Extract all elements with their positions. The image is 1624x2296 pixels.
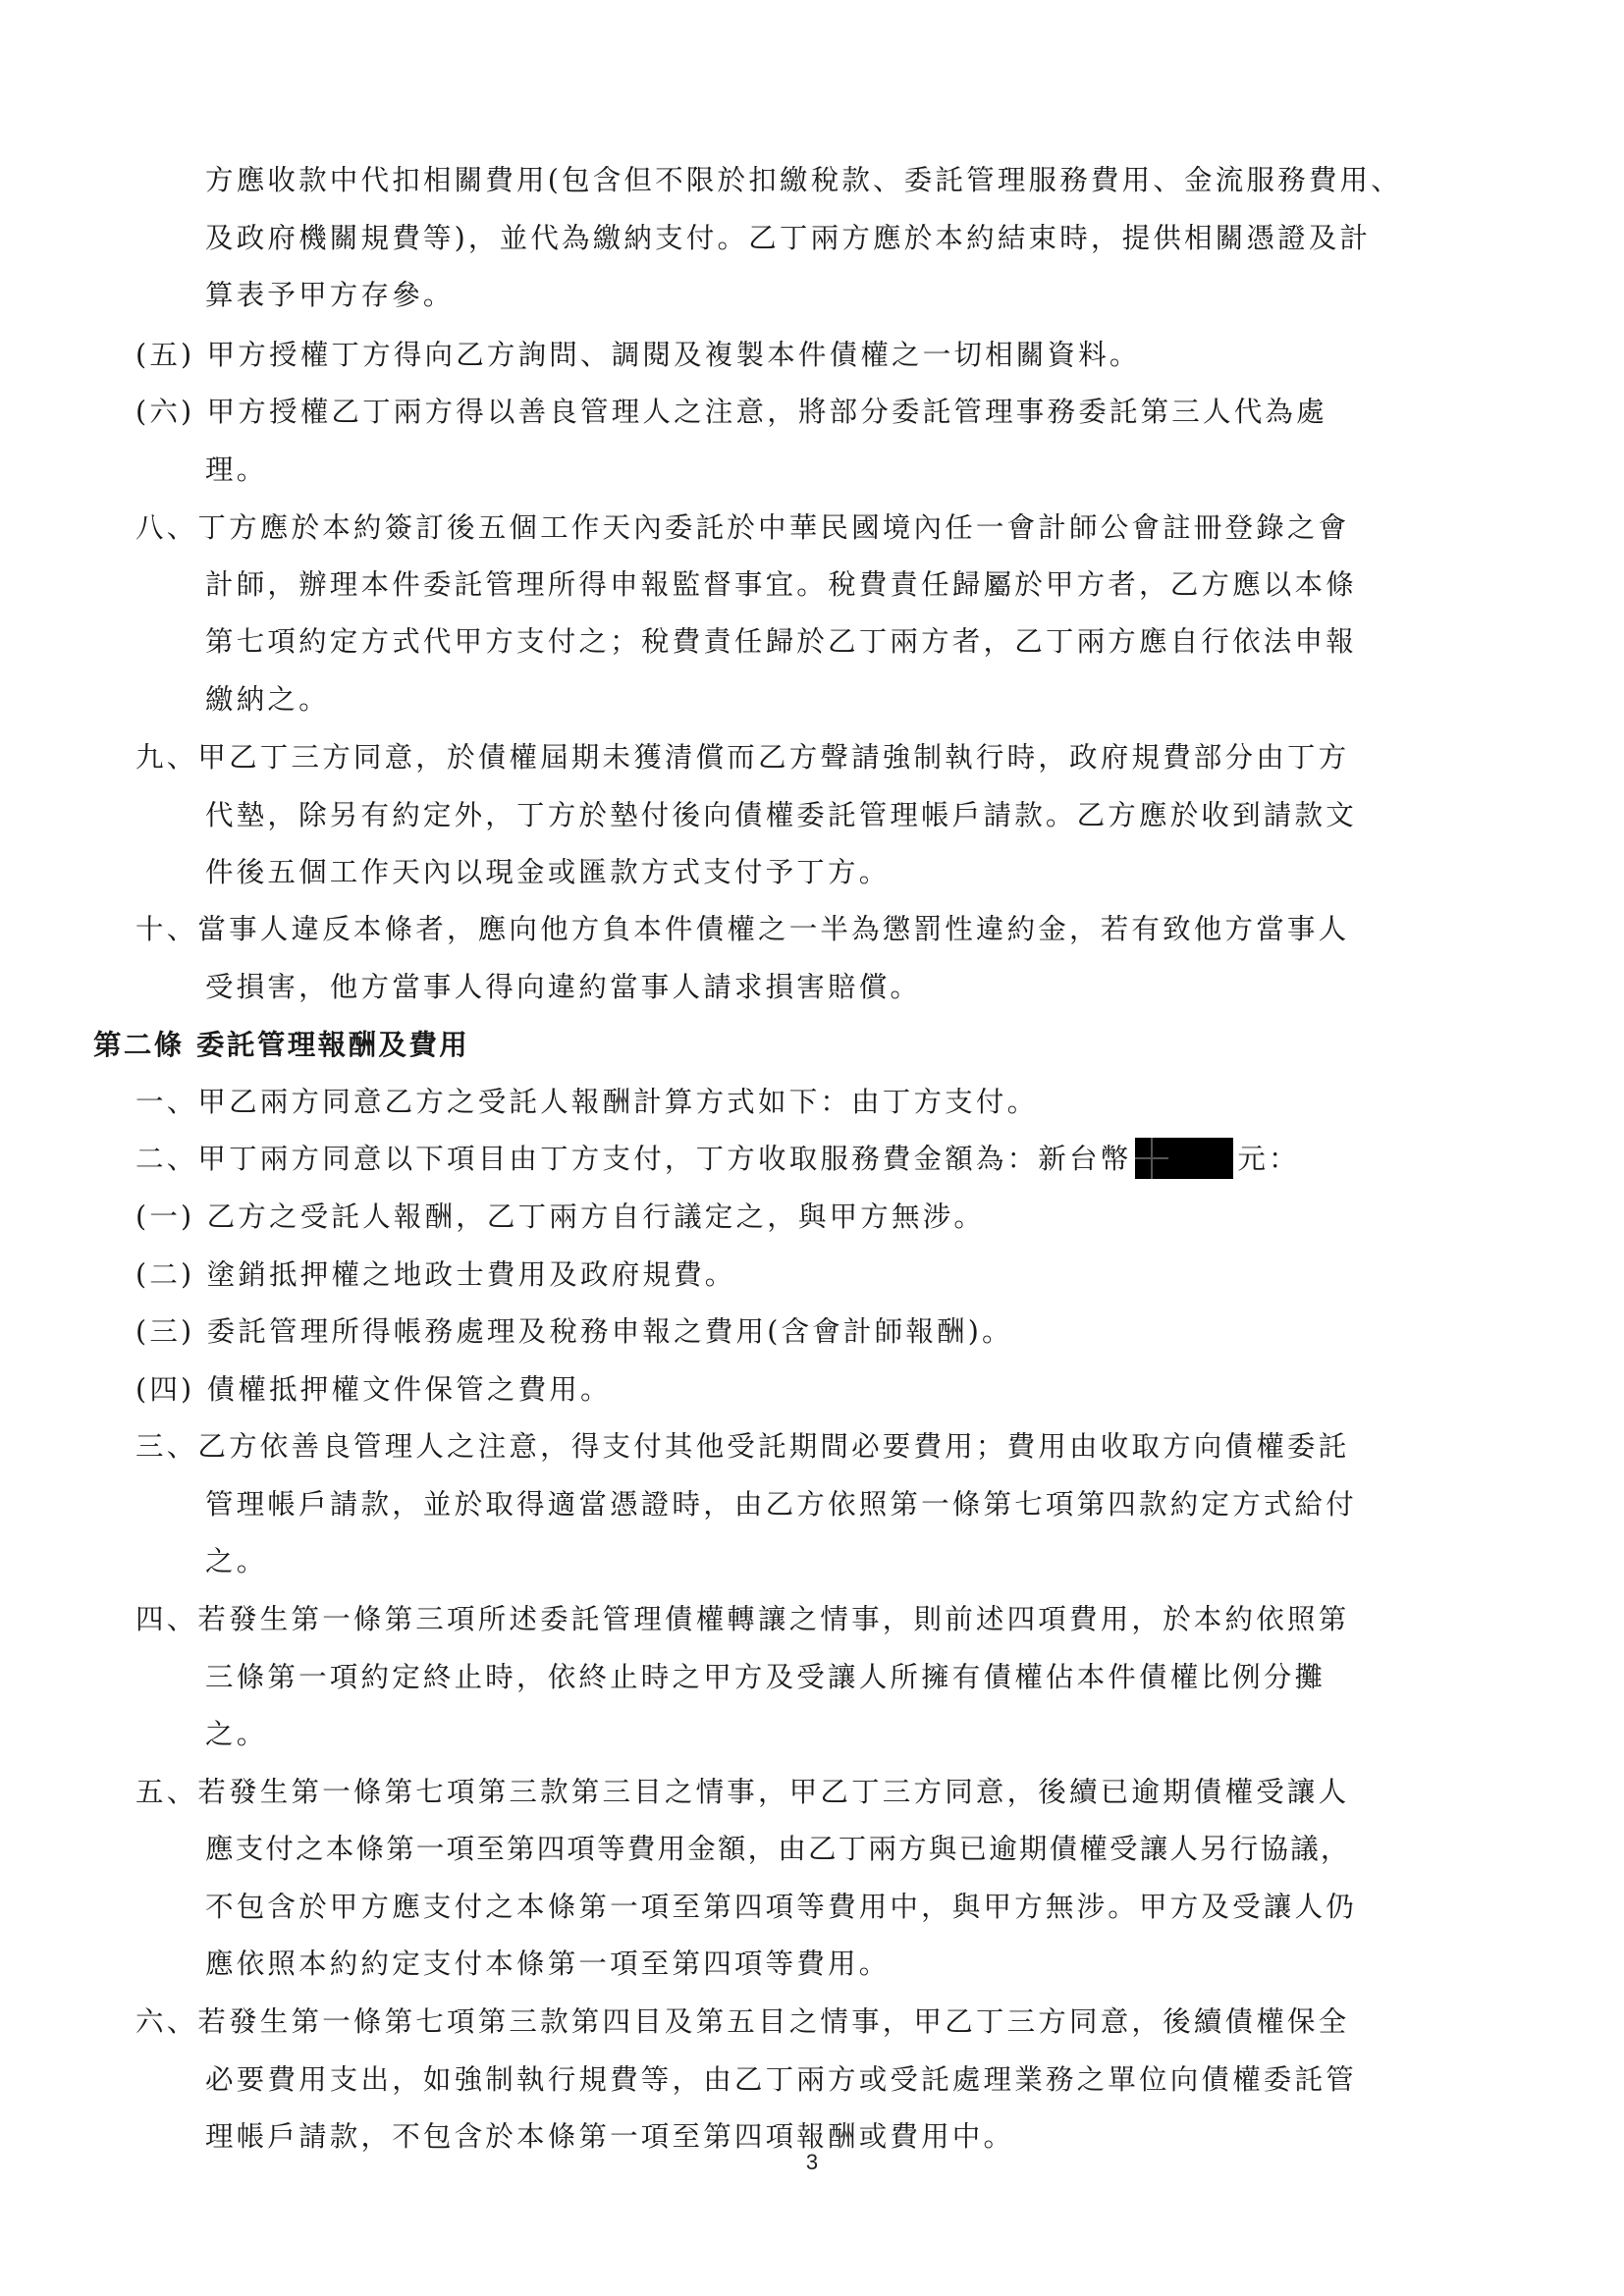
article-2-item-4: 四、若發生第一條第三項所述委託管理債權轉讓之情事，則前述四項費用，於本約依照第 <box>135 1603 1350 1635</box>
text-line: 及政府機關規費等)，並代為繳納支付。乙丁兩方應於本約結束時，提供相關憑證及計 <box>205 222 1372 254</box>
page-number: 3 <box>805 2150 819 2174</box>
text-line: 必要費用支出，如強制執行規費等，由乙丁兩方或受託處理業務之單位向債權委託管 <box>205 2063 1357 2096</box>
article-2-subitem-2: (二) 塗銷抵押權之地政士費用及政府規費。 <box>135 1258 736 1291</box>
text-segment: 元： <box>1237 1143 1300 1175</box>
text-line: 第七項約定方式代甲方支付之；稅費責任歸於乙丁兩方者，乙丁兩方應自行依法申報 <box>205 625 1357 658</box>
text-line: 應依照本約約定支付本條第一項至第四項等費用。 <box>205 1948 891 1980</box>
text-line: 管理帳戶請款，並於取得適當憑證時，由乙方依照第一條第七項第四款約定方式給付 <box>205 1488 1357 1521</box>
text-line: 件後五個工作天內以現金或匯款方式支付予丁方。 <box>205 856 891 888</box>
article-2-subitem-1: (一) 乙方之受託人報酬，乙丁兩方自行議定之，與甲方無涉。 <box>135 1201 986 1233</box>
article-2-item-6: 六、若發生第一條第七項第三款第四目及第五目之情事，甲乙丁三方同意，後續債權保全 <box>135 2005 1350 2038</box>
text-line: 受損害，他方當事人得向違約當事人請求損害賠償。 <box>205 971 922 1003</box>
text-line: 理帳戶請款，不包含於本條第一項至第四項報酬或費用中。 <box>205 2120 1015 2153</box>
text-line: 代墊，除另有約定外，丁方於墊付後向債權委託管理帳戶請款。乙方應於收到請款文 <box>205 799 1357 831</box>
text-line: 應支付之本條第一項至第四項等費用金額，由乙丁兩方與已逾期債權受讓人另行協議， <box>205 1833 1351 1865</box>
text-line: 理。 <box>205 454 268 486</box>
article-2-item-2 <box>135 1140 1300 1179</box>
text-line: 三條第一項約定終止時，依終止時之甲方及受讓人所擁有債權佔本件債權比例分攤 <box>205 1661 1326 1693</box>
clause-9: 九、甲乙丁三方同意，於債權屆期未獲清償而乙方聲請強制執行時，政府規費部分由丁方 <box>135 741 1350 774</box>
text-line: 之。 <box>205 1718 268 1750</box>
article-2-heading: 第二條 委託管理報酬及費用 <box>93 1028 470 1061</box>
article-2-subitem-4: (四) 債權抵押權文件保管之費用。 <box>135 1373 612 1406</box>
text-line: 方應收款中代扣相關費用(包含但不限於扣繳稅款、委託管理服務費用、金流服務費用、 <box>205 164 1402 196</box>
text-line: 繳納之。 <box>205 683 330 716</box>
subclause-6: (六) 甲方授權乙丁兩方得以善良管理人之注意，將部分委託管理事務委託第三人代為處 <box>135 396 1327 428</box>
redacted-amount <box>1135 1138 1233 1179</box>
subclause-5: (五) 甲方授權丁方得向乙方詢問、調閱及複製本件債權之一切相關資料。 <box>135 339 1141 371</box>
article-2-item-5: 五、若發生第一條第七項第三款第三目之情事，甲乙丁三方同意，後續已逾期債權受讓人 <box>135 1776 1350 1808</box>
article-2-subitem-3: (三) 委託管理所得帳務處理及稅務申報之費用(含會計師報酬)。 <box>135 1315 1013 1348</box>
text-segment: 二、甲丁兩方同意以下項目由丁方支付，丁方收取服務費金額為：新台幣 <box>135 1143 1132 1175</box>
article-2-item-3: 三、乙方依善良管理人之注意，得支付其他受託期間必要費用；費用由收取方向債權委託 <box>135 1430 1350 1463</box>
clause-10: 十、當事人違反本條者，應向他方負本件債權之一半為懲罰性違約金，若有致他方當事人 <box>135 913 1350 945</box>
text-line: 算表予甲方存參。 <box>205 279 455 311</box>
article-2-item-1: 一、甲乙兩方同意乙方之受託人報酬計算方式如下：由丁方支付。 <box>135 1086 1039 1118</box>
text-line: 之。 <box>205 1545 268 1577</box>
text-line: 不包含於甲方應支付之本條第一項至第四項等費用中，與甲方無涉。甲方及受讓人仍 <box>205 1891 1357 1923</box>
text-line: 計師，辦理本件委託管理所得申報監督事宜。稅費責任歸屬於甲方者，乙方應以本條 <box>205 568 1357 601</box>
clause-8: 八、丁方應於本約簽訂後五個工作天內委託於中華民國境內任一會計師公會註冊登錄之會 <box>135 511 1350 544</box>
